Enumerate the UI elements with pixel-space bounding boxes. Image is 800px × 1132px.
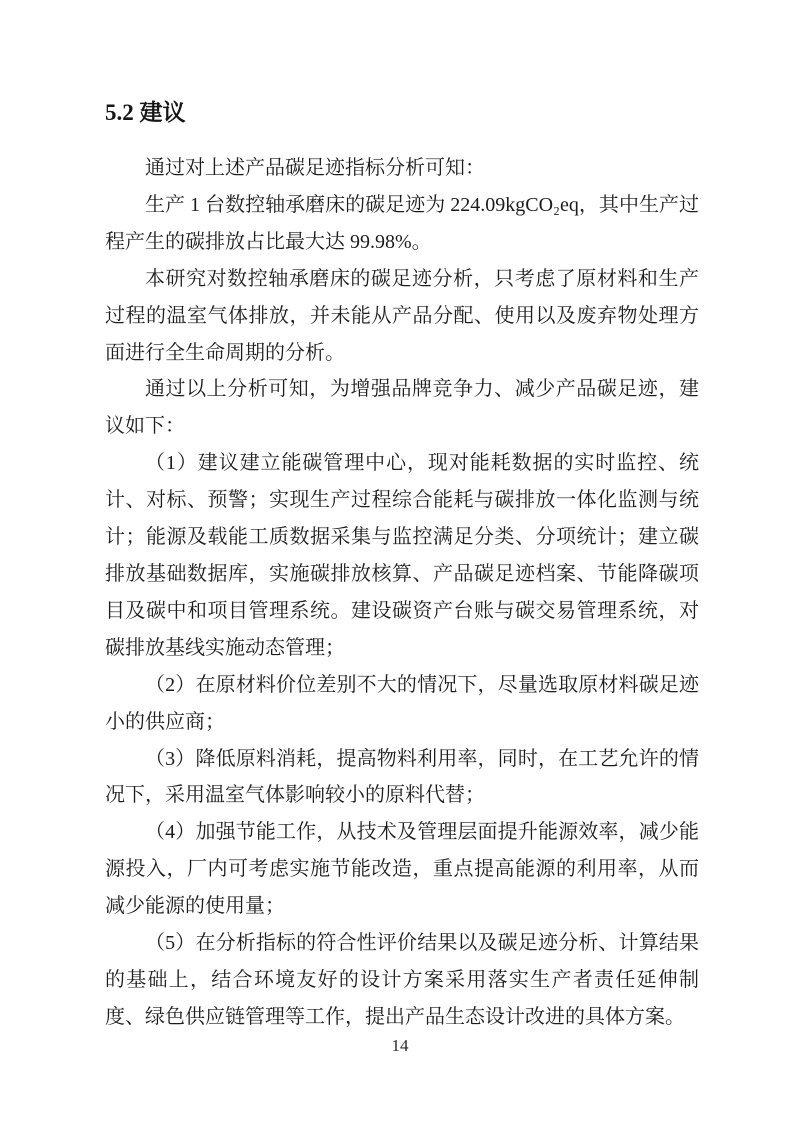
paragraph-suggestion-lead-in: 通过以上分析可知，为增强品牌竞争力、减少产品碳足迹，建议如下：	[105, 378, 699, 438]
paragraph-suggestion-1: （1）建议建立能碳管理中心，现对能耗数据的实时监控、统计、对标、预警；实现生产过程综合能耗与碳排放一体化监测与统计；能源及载能工质数据采集与监控满足分类、分项统计；建立碳排放基础数据库，实施碳排放核算、产品碳足迹档案、节能降碳项目及碳中和项目管理系统。建设碳资产台账与碳交易管理系统，对碳排放基线实施动态管理；	[105, 452, 699, 659]
section-heading: 5.2 建议	[105, 100, 186, 125]
paragraph-suggestion-2: （2）在原材料价位差别不大的情况下，尽量选取原材料碳足迹小的供应商；	[105, 673, 699, 733]
page-number: 14	[391, 1036, 409, 1055]
paragraph-footprint-result: 生产 1 台数控轴承磨床的碳足迹为 224.09kgCO₂eq，其中生产过程产生的碳排放占比最大达 99.98%。	[105, 193, 699, 253]
paragraph-scope-limitations: 本研究对数控轴承磨床的碳足迹分析，只考虑了原材料和生产过程的温室气体排放，并未能从产品分配、使用以及废弃物处理方面进行全生命周期的分析。	[105, 267, 699, 364]
paragraph-suggestion-4: （4）加强节能工作，从技术及管理层面提升能源效率，减少能源投入，厂内可考虑实施节能改造，重点提高能源的利用率，从而减少能源的使用量；	[105, 821, 699, 918]
paragraph-intro: 通过对上述产品碳足迹指标分析可知：	[145, 157, 485, 179]
document-body	[105, 150, 699, 1036]
paragraph-suggestion-3: （3）降低原料消耗，提高物料利用率，同时，在工艺允许的情况下，采用温室气体影响较小的原料代替；	[105, 747, 699, 807]
paragraph-suggestion-5: （5）在分析指标的符合性评价结果以及碳足迹分析、计算结果的基础上，结合环境友好的设计方案采用落实生产者责任延伸制度、绿色供应链管理等工作，提出产品生态设计改进的具体方案。	[105, 932, 699, 1028]
